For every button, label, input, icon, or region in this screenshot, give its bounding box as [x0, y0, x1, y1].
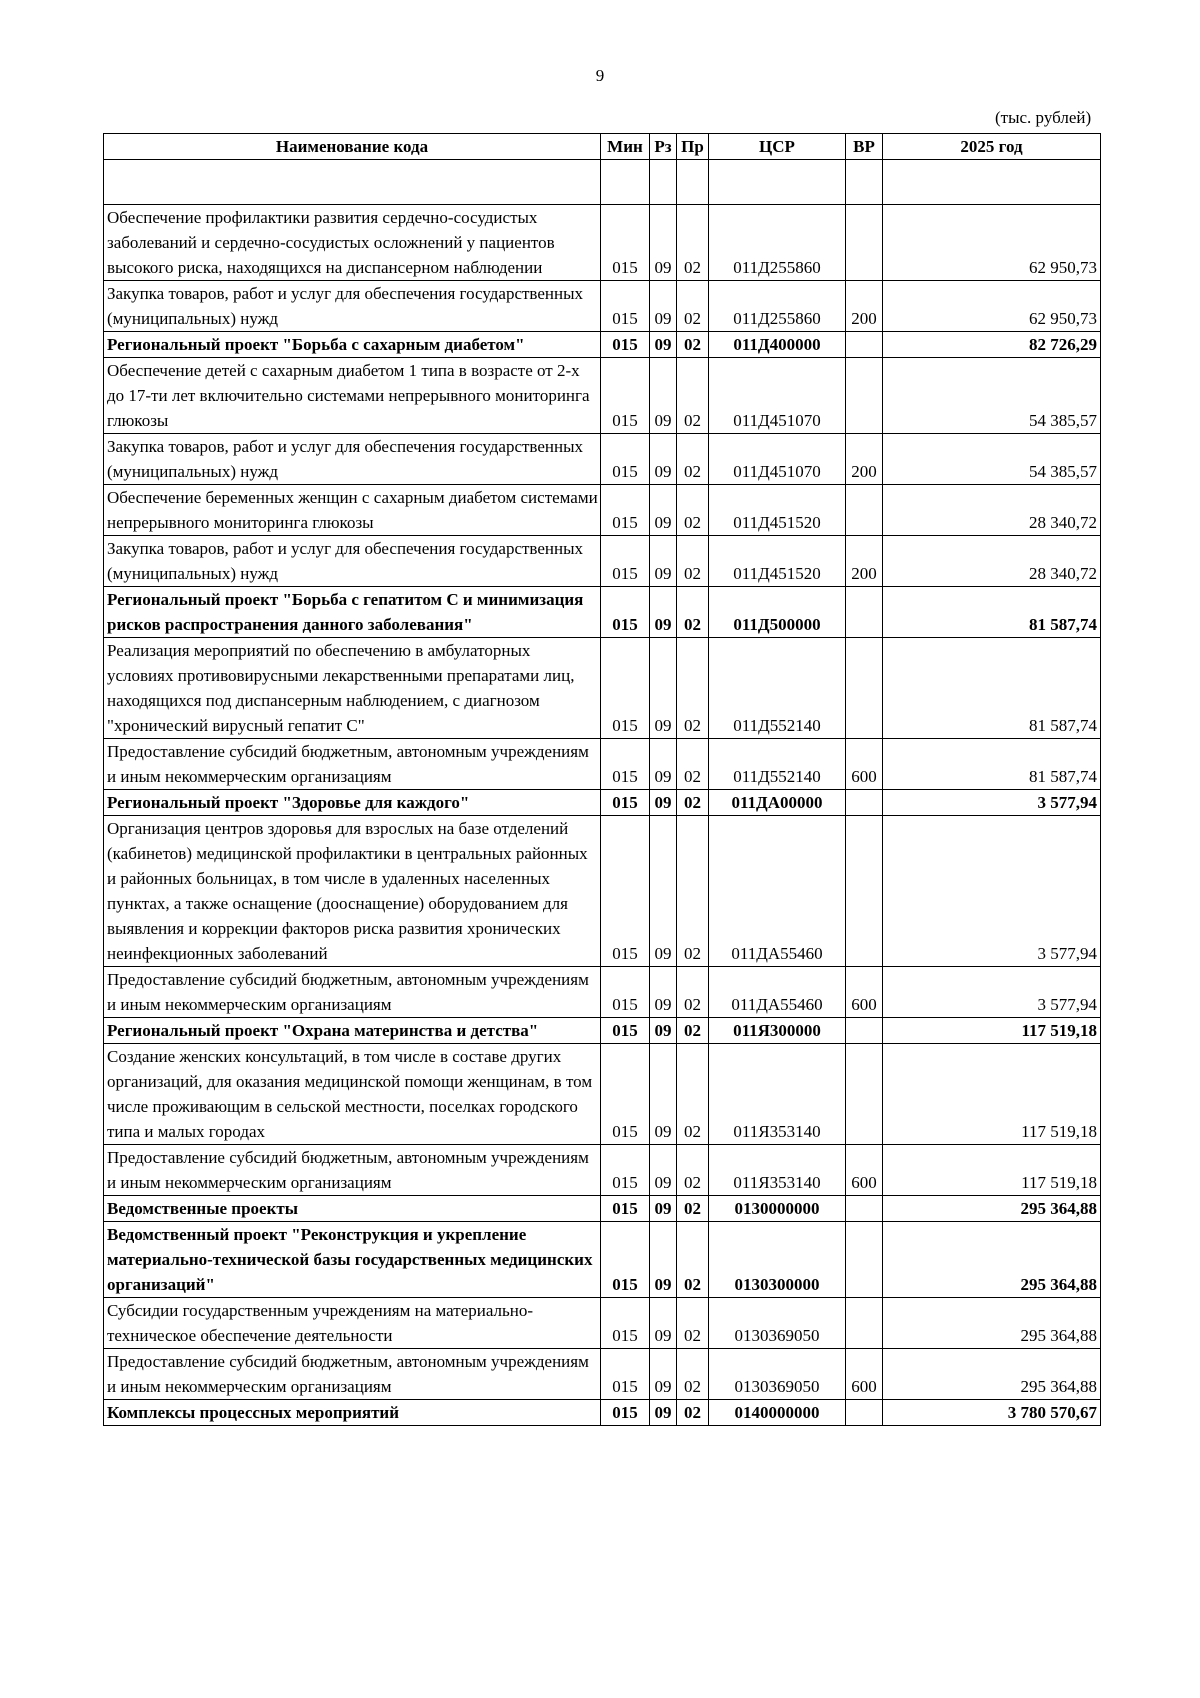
cell-csr: 011Д500000 — [709, 587, 846, 638]
cell-rz: 09 — [650, 358, 677, 434]
table-row — [104, 485, 1101, 536]
cell-csr: 011ДА55460 — [709, 816, 846, 967]
cell-name: Обеспечение детей с сахарным диабетом 1 типа в возрасте от 2-х до 17-ти лет включительно системами непрерывного мониторинга глюкозы — [104, 358, 601, 434]
table-row — [104, 1196, 1101, 1222]
cell-rz: 09 — [650, 967, 677, 1018]
cell-min: 015 — [601, 790, 650, 816]
table-row — [104, 1298, 1101, 1349]
cell-amount: 117 519,18 — [883, 1145, 1101, 1196]
table-row — [104, 967, 1101, 1018]
cell-pr: 02 — [677, 1400, 709, 1426]
table-row — [104, 536, 1101, 587]
cell-rz: 09 — [650, 536, 677, 587]
cell-min: 015 — [601, 1018, 650, 1044]
cell-vr — [846, 205, 883, 281]
cell-name: Субсидии государственным учреждениям на материально-техническое обеспечение деятельности — [104, 1298, 601, 1349]
cell-vr — [846, 790, 883, 816]
cell-vr — [846, 1018, 883, 1044]
cell-rz: 09 — [650, 434, 677, 485]
cell-min: 015 — [601, 434, 650, 485]
table-row — [104, 358, 1101, 434]
cell-csr: 011Я353140 — [709, 1145, 846, 1196]
cell-name: Организация центров здоровья для взрослых на базе отделений (кабинетов) медицинской профилактики в центральных районных и районных больницах, в том числе в удаленных населенных пунктах, а также оснащение (дооснащение) оборудованием для выявления и коррекции факторов риска развития хронических неинфекционных заболеваний — [104, 816, 601, 967]
cell-pr: 02 — [677, 587, 709, 638]
header-rz: Рз — [650, 134, 677, 160]
cell-name: Создание женских консультаций, в том числе в составе других организаций, для оказания медицинской помощи женщинам, в том числе проживающим в сельской местности, поселках городского типа и малых городах — [104, 1044, 601, 1145]
cell-vr: 600 — [846, 1349, 883, 1400]
table-row — [104, 205, 1101, 281]
table-row — [104, 790, 1101, 816]
cell-amount: 295 364,88 — [883, 1298, 1101, 1349]
cell-pr: 02 — [677, 816, 709, 967]
cell-rz: 09 — [650, 587, 677, 638]
cell-min: 015 — [601, 1044, 650, 1145]
cell-pr: 02 — [677, 434, 709, 485]
cell-csr: 0130000000 — [709, 1196, 846, 1222]
cell-csr: 011Д451520 — [709, 485, 846, 536]
cell-pr: 02 — [677, 358, 709, 434]
table-row — [104, 816, 1101, 967]
cell-rz: 09 — [650, 1044, 677, 1145]
cell-name: Закупка товаров, работ и услуг для обеспечения государственных (муниципальных) нужд — [104, 281, 601, 332]
cell-min: 015 — [601, 1298, 650, 1349]
cell-min: 015 — [601, 739, 650, 790]
cell-pr: 02 — [677, 485, 709, 536]
cell-rz: 09 — [650, 332, 677, 358]
cell-csr: 011Д552140 — [709, 739, 846, 790]
cell-name: Региональный проект "Борьба с сахарным диабетом" — [104, 332, 601, 358]
table-row — [104, 1222, 1101, 1298]
table-row — [104, 1044, 1101, 1145]
cell-csr: 0140000000 — [709, 1400, 846, 1426]
cell-min: 015 — [601, 1145, 650, 1196]
header-min: Мин — [601, 134, 650, 160]
cell-pr: 02 — [677, 1349, 709, 1400]
cell-name: Предоставление субсидий бюджетным, автономным учреждениям и иным некоммерческим организациям — [104, 1145, 601, 1196]
cell-name: Закупка товаров, работ и услуг для обеспечения государственных (муниципальных) нужд — [104, 536, 601, 587]
cell-vr — [846, 485, 883, 536]
cell-name: Ведомственные проекты — [104, 1196, 601, 1222]
cell-amount: 81 587,74 — [883, 587, 1101, 638]
page-number: 9 — [595, 66, 605, 85]
cell-min: 015 — [601, 281, 650, 332]
cell-pr: 02 — [677, 967, 709, 1018]
cell-vr: 200 — [846, 434, 883, 485]
cell-name: Ведомственный проект "Реконструкция и укрепление материально-технической базы государственных медицинских организаций" — [104, 1222, 601, 1298]
cell-amount: 3 780 570,67 — [883, 1400, 1101, 1426]
cell-amount: 117 519,18 — [883, 1044, 1101, 1145]
cell-pr: 02 — [677, 1196, 709, 1222]
cell-amount: 81 587,74 — [883, 739, 1101, 790]
cell-csr: 011Д451070 — [709, 358, 846, 434]
cell-rz: 09 — [650, 281, 677, 332]
cell-rz: 09 — [650, 790, 677, 816]
cell-vr — [846, 587, 883, 638]
header-vr: ВР — [846, 134, 883, 160]
cell-min: 015 — [601, 967, 650, 1018]
cell-vr — [846, 1196, 883, 1222]
cell-amount: 117 519,18 — [883, 1018, 1101, 1044]
cell-pr: 02 — [677, 1222, 709, 1298]
cell-csr: 011Д451070 — [709, 434, 846, 485]
cell-min: 015 — [601, 816, 650, 967]
cell-min: 015 — [601, 1222, 650, 1298]
cell-vr — [846, 332, 883, 358]
cell-min: 015 — [601, 587, 650, 638]
cell-rz: 09 — [650, 1349, 677, 1400]
cell-rz: 09 — [650, 1400, 677, 1426]
cell-name: Обеспечение беременных женщин с сахарным диабетом системами непрерывного мониторинга глюкозы — [104, 485, 601, 536]
cell-csr: 011Д255860 — [709, 205, 846, 281]
cell-amount: 62 950,73 — [883, 281, 1101, 332]
cell-name: Реализация мероприятий по обеспечению в амбулаторных условиях противовирусными лекарственными препаратами лиц, находящихся под диспансерным наблюдением, с диагнозом "хронический вирусный гепатит С" — [104, 638, 601, 739]
cell-min: 015 — [601, 1349, 650, 1400]
table-row — [104, 1400, 1101, 1426]
cell-csr: 011ДА55460 — [709, 967, 846, 1018]
cell-vr — [846, 358, 883, 434]
cell-amount: 3 577,94 — [883, 790, 1101, 816]
cell-rz: 09 — [650, 485, 677, 536]
header-year: 2025 год — [883, 134, 1101, 160]
cell-name: Региональный проект "Здоровье для каждого" — [104, 790, 601, 816]
cell-min: 015 — [601, 332, 650, 358]
cell-amount: 62 950,73 — [883, 205, 1101, 281]
cell-pr: 02 — [677, 1298, 709, 1349]
cell-rz: 09 — [650, 1196, 677, 1222]
table-row — [104, 332, 1101, 358]
cell-csr: 011Я353140 — [709, 1044, 846, 1145]
cell-pr: 02 — [677, 332, 709, 358]
cell-min: 015 — [601, 205, 650, 281]
cell-name: Предоставление субсидий бюджетным, автономным учреждениям и иным некоммерческим организациям — [104, 1349, 601, 1400]
header-pr: Пр — [677, 134, 709, 160]
cell-amount: 3 577,94 — [883, 816, 1101, 967]
cell-amount: 28 340,72 — [883, 536, 1101, 587]
table-row — [104, 587, 1101, 638]
units-note: (тыс. рублей) — [995, 108, 1092, 127]
cell-csr: 0130300000 — [709, 1222, 846, 1298]
cell-amount: 54 385,57 — [883, 434, 1101, 485]
cell-rz: 09 — [650, 1298, 677, 1349]
cell-rz: 09 — [650, 638, 677, 739]
cell-amount: 82 726,29 — [883, 332, 1101, 358]
table-header — [104, 134, 1101, 160]
cell-min: 015 — [601, 1400, 650, 1426]
cell-rz: 09 — [650, 816, 677, 967]
cell-name: Региональный проект "Охрана материнства и детства" — [104, 1018, 601, 1044]
cell-min: 015 — [601, 485, 650, 536]
cell-pr: 02 — [677, 536, 709, 587]
cell-min: 015 — [601, 1196, 650, 1222]
cell-pr: 02 — [677, 1044, 709, 1145]
cell-rz: 09 — [650, 1222, 677, 1298]
cell-vr: 200 — [846, 536, 883, 587]
cell-name: Обеспечение профилактики развития сердечно-сосудистых заболеваний и сердечно-сосудистых осложнений у пациентов высокого риска, находящихся на диспансерном наблюдении — [104, 205, 601, 281]
cell-amount: 3 577,94 — [883, 967, 1101, 1018]
cell-amount: 295 364,88 — [883, 1222, 1101, 1298]
table-row — [104, 638, 1101, 739]
header-name: Наименование кода — [104, 134, 601, 160]
cell-name: Закупка товаров, работ и услуг для обеспечения государственных (муниципальных) нужд — [104, 434, 601, 485]
cell-name: Региональный проект "Борьба с гепатитом С и минимизация рисков распространения данного заболевания" — [104, 587, 601, 638]
cell-pr: 02 — [677, 1145, 709, 1196]
cell-name: Предоставление субсидий бюджетным, автономным учреждениям и иным некоммерческим организациям — [104, 967, 601, 1018]
cell-vr: 600 — [846, 1145, 883, 1196]
spacer-row — [104, 160, 1101, 205]
cell-csr: 011Д451520 — [709, 536, 846, 587]
cell-min: 015 — [601, 358, 650, 434]
cell-amount: 54 385,57 — [883, 358, 1101, 434]
cell-pr: 02 — [677, 739, 709, 790]
cell-amount: 295 364,88 — [883, 1349, 1101, 1400]
table-row — [104, 1349, 1101, 1400]
table-row — [104, 1145, 1101, 1196]
cell-amount: 295 364,88 — [883, 1196, 1101, 1222]
budget-table — [103, 133, 1101, 1426]
cell-name: Предоставление субсидий бюджетным, автономным учреждениям и иным некоммерческим организациям — [104, 739, 601, 790]
cell-csr: 011Д255860 — [709, 281, 846, 332]
cell-min: 015 — [601, 536, 650, 587]
table-row — [104, 434, 1101, 485]
cell-rz: 09 — [650, 1145, 677, 1196]
cell-vr: 200 — [846, 281, 883, 332]
cell-csr: 0130369050 — [709, 1298, 846, 1349]
cell-rz: 09 — [650, 205, 677, 281]
table-row — [104, 281, 1101, 332]
cell-pr: 02 — [677, 1018, 709, 1044]
cell-amount: 81 587,74 — [883, 638, 1101, 739]
cell-vr — [846, 1222, 883, 1298]
cell-rz: 09 — [650, 739, 677, 790]
cell-vr — [846, 1298, 883, 1349]
cell-vr — [846, 816, 883, 967]
cell-vr: 600 — [846, 739, 883, 790]
cell-vr — [846, 1044, 883, 1145]
cell-vr — [846, 638, 883, 739]
cell-csr: 011ДА00000 — [709, 790, 846, 816]
cell-vr: 600 — [846, 967, 883, 1018]
table-row — [104, 1018, 1101, 1044]
cell-name: Комплексы процессных мероприятий — [104, 1400, 601, 1426]
cell-csr: 011Д400000 — [709, 332, 846, 358]
cell-pr: 02 — [677, 638, 709, 739]
cell-pr: 02 — [677, 281, 709, 332]
cell-csr: 0130369050 — [709, 1349, 846, 1400]
cell-csr: 011Д552140 — [709, 638, 846, 739]
cell-rz: 09 — [650, 1018, 677, 1044]
cell-vr — [846, 1400, 883, 1426]
cell-pr: 02 — [677, 205, 709, 281]
table-row — [104, 739, 1101, 790]
cell-amount: 28 340,72 — [883, 485, 1101, 536]
cell-pr: 02 — [677, 790, 709, 816]
cell-min: 015 — [601, 638, 650, 739]
cell-csr: 011Я300000 — [709, 1018, 846, 1044]
header-csr: ЦСР — [709, 134, 846, 160]
